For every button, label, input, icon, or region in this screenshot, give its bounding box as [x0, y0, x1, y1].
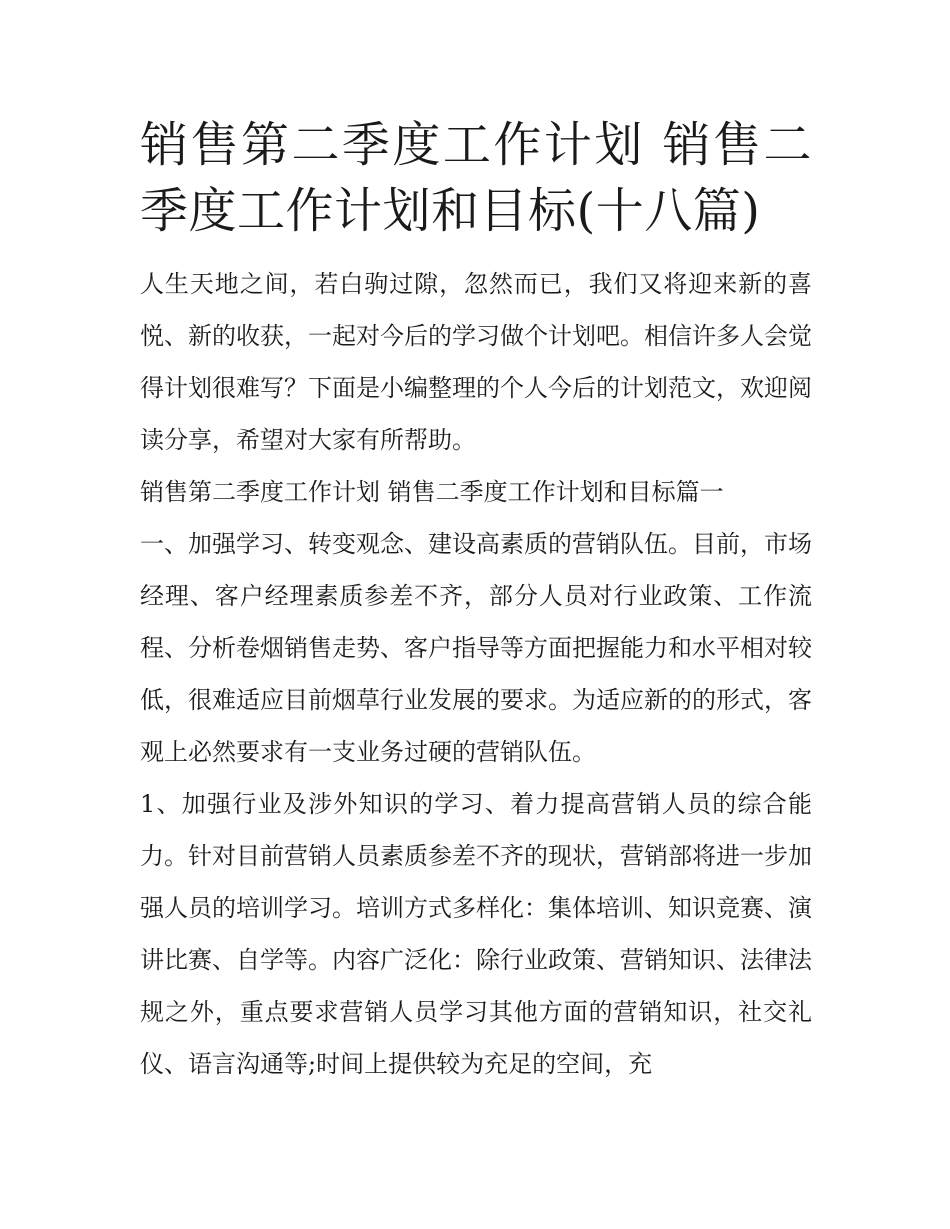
section-heading: 销售第二季度工作计划 销售二季度工作计划和目标篇一: [140, 478, 724, 506]
document-title: 销售第二季度工作计划 销售二季度工作计划和目标(十八篇): [140, 117, 812, 239]
document-body: [140, 258, 812, 1090]
document-page: [140, 112, 812, 1090]
paragraph-subpoint-one: 1、加强行业及涉外知识的学习、着力提高营销人员的综合能力。针对目前营销人员素质参差不齐的现状，营销部将进一步加强人员的培训学习。培训方式多样化：集体培训、知识竞赛、演讲比赛、自学等。内容广泛化：除行业政策、营销知识、法律法规之外，重点要求营销人员学习其他方面的营销知识，社交礼仪、语言沟通等;时间上提供较为充足的空间，充: [140, 790, 812, 1078]
paragraph-intro: 人生天地之间，若白驹过隙，忽然而已，我们又将迎来新的喜悦、新的收获，一起对今后的学习做个计划吧。相信许多人会觉得计划很难写？下面是小编整理的个人今后的计划范文，欢迎阅读分享，希望对大家有所帮助。: [140, 270, 812, 454]
paragraph-point-one: 一、加强学习、转变观念、建设高素质的营销队伍。目前，市场经理、客户经理素质参差不齐，部分人员对行业政策、工作流程、分析卷烟销售走势、客户指导等方面把握能力和水平相对较低，很难适应目前烟草行业发展的要求。为适应新的的形式，客观上必然要求有一支业务过硬的营销队伍。: [140, 530, 812, 766]
